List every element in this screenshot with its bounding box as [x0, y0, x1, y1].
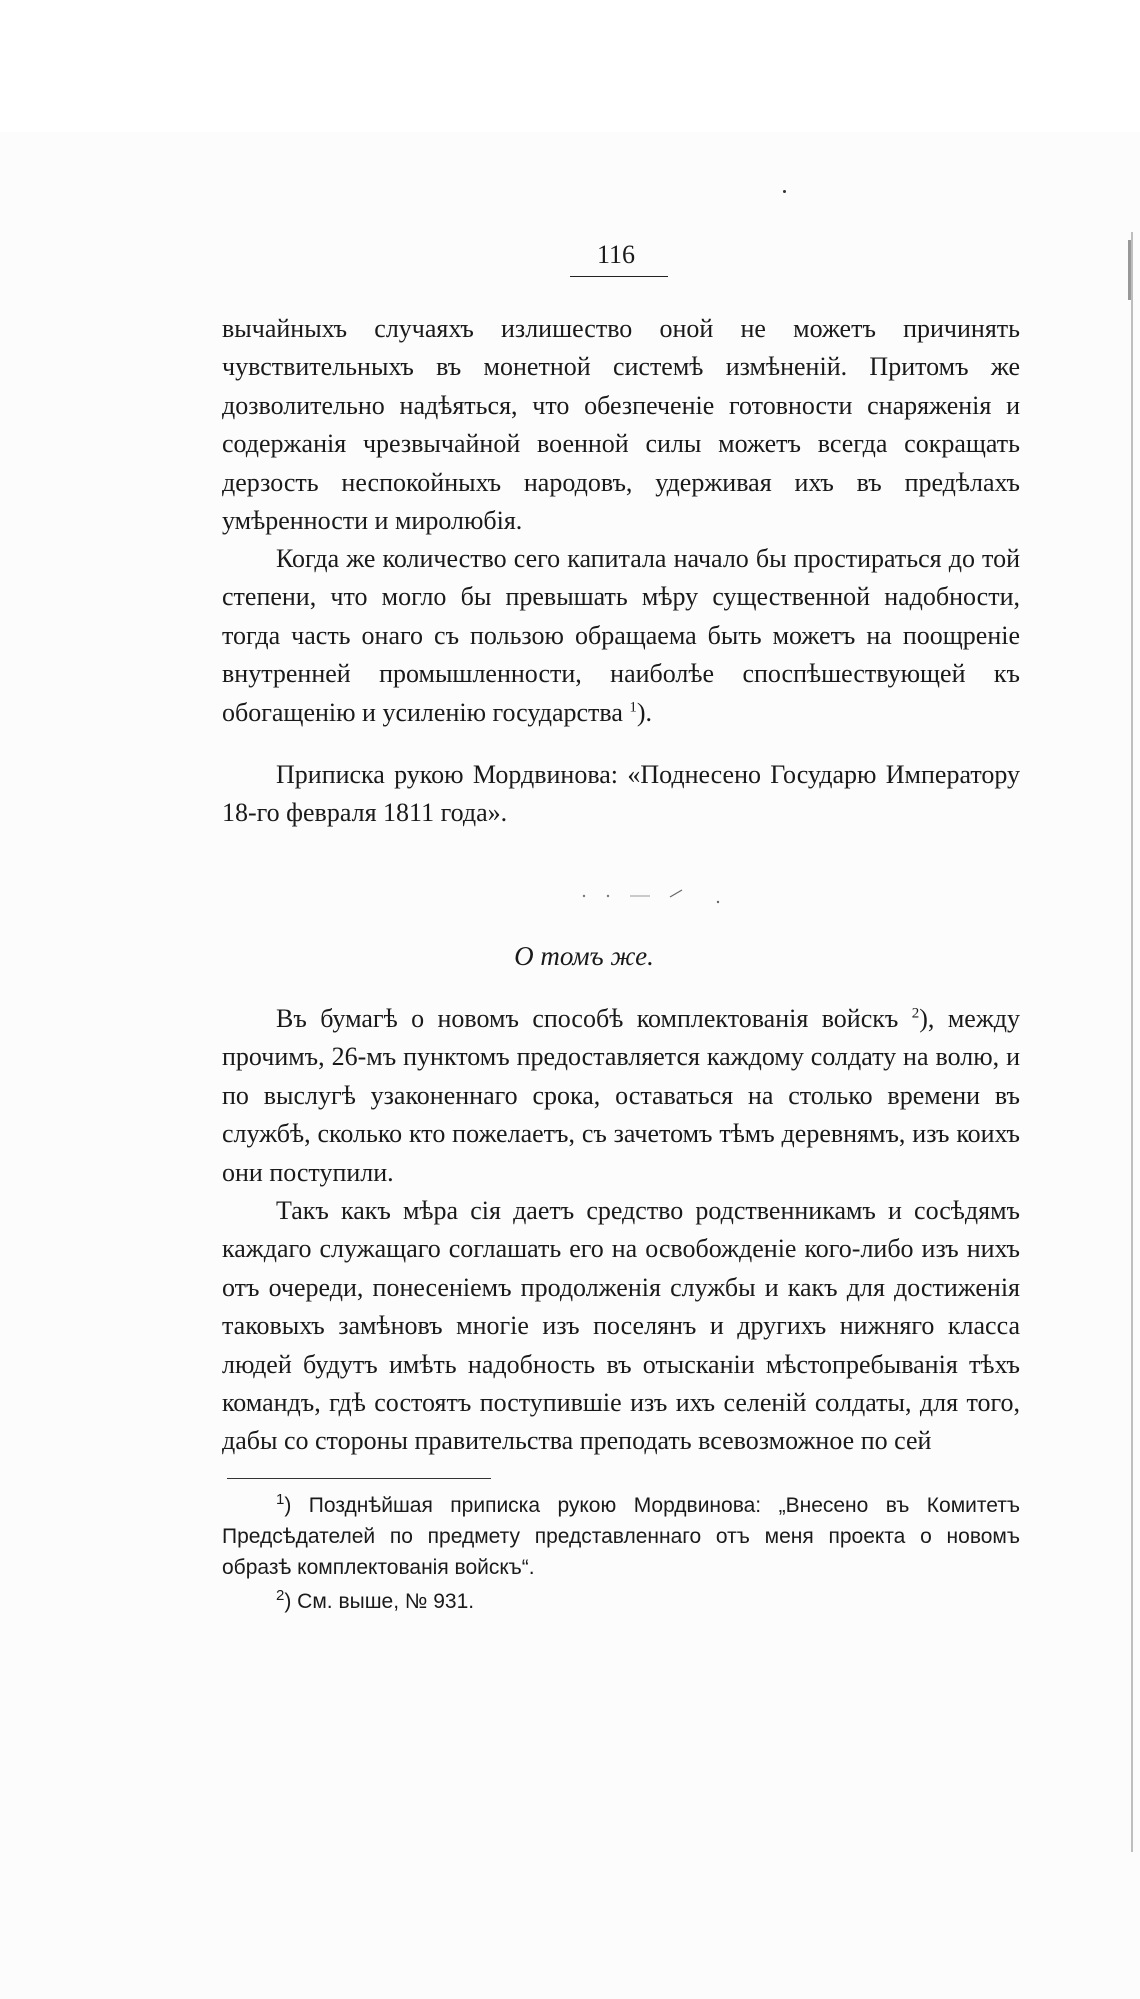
scan-top-margin [0, 0, 1140, 132]
footnote-text: ) См. выше, № 931. [284, 1590, 475, 1613]
footnote-marker: 2 [276, 1587, 285, 1604]
scan-speck [783, 190, 786, 193]
paragraph-text: Приписка рукою Мордвинова: «Поднесено Государю Императору 18-го февраля 1811 года». [222, 760, 1020, 828]
paragraph-text: Когда же количество сего капитала начало бы простираться до той степени, что могло бы превышать мѣру существенной надобности, тогда часть онаго съ пользою обращаема быть можетъ на поощреніе внутренней промышленности, наиболѣе споспѣшествующей къ обогащенію и усиленію государства [222, 544, 1020, 727]
footnote-marker: 1 [276, 1491, 285, 1508]
paragraph-text: Въ бумагѣ о новомъ способѣ комплектованія войскъ [276, 1004, 899, 1033]
handwritten-note-paragraph [222, 756, 1020, 833]
footnote-text: ) Позднѣйшая приписка рукою Мордвинова: „Внесено въ Комитетъ Предсѣдателей по предмету представленнаго отъ меня проекта о новомъ образѣ комплектованія войскъ“. [222, 1494, 1020, 1579]
footnote-separator [227, 1478, 491, 1479]
paragraph-continuation [222, 310, 1020, 540]
footnote-2 [222, 1586, 1020, 1617]
footnote-ref: 2 [911, 1005, 920, 1022]
paragraph-text: вычайныхъ случаяхъ излишество оной не можетъ причинять чувствительныхъ въ монетной системѣ измѣненій. Притомъ же дозволительно надѣяться, что обезпеченіе готовности снаряженія и содержанія чрезвычайной военной силы можетъ всегда сокращать дерзость неспокойныхъ народовъ, удерживая ихъ въ предѣлахъ умѣренности и миролюбія. [222, 314, 1020, 536]
footnote-ref: 1 [629, 698, 637, 715]
paragraph-recruitment: Въ бумагѣ о новомъ способѣ комплектованія войскъ $^2$), между прочимъ, 26-мъ пунктомъ предоставляется каждому солдату на волю, и по выслугѣ узаконеннаго срока, оставаться на столько времени въ службѣ, сколько кто пожелаетъ, съ зачетомъ тѣмъ деревнямъ, изъ коихъ они поступили. [222, 1004, 1021, 1187]
paragraph-measure [222, 1192, 1020, 1461]
footnote-1 [222, 1490, 1020, 1583]
section-ornament [570, 884, 730, 904]
paragraph-text: Такъ какъ мѣра сія даетъ средство родственникамъ и сосѣдямъ каждаго служащаго соглашать его на освобожденіе кого-либо изъ нихъ отъ очереди, понесеніемъ продолженія службы и какъ для достиженія таковыхъ замѣновъ многіе изъ поселянъ и другихъ нижняго класса людей будутъ имѣть надобность въ отысканіи мѣстопребыванія тѣхъ командъ, гдѣ состоятъ поступившіе изъ ихъ селеній солдаты, для того, дабы со стороны правительства преподать всевозможное по сей [222, 1196, 1020, 1456]
page-edge-shadow [1131, 232, 1133, 1852]
paragraph-capital: Когда же количество сего капитала начало бы простираться до той степени, что могло бы превышать мѣру существенной надобности, тогда часть онаго съ пользою обращаема быть можетъ на поощреніе внутренней промышленности, наиболѣе споспѣшествующей къ обогащенію и усиленію государства $^1$). [222, 544, 1020, 727]
page-number: 116 [596, 240, 636, 269]
page-number-rule [570, 276, 668, 277]
section-heading: О томъ же. [514, 941, 654, 971]
